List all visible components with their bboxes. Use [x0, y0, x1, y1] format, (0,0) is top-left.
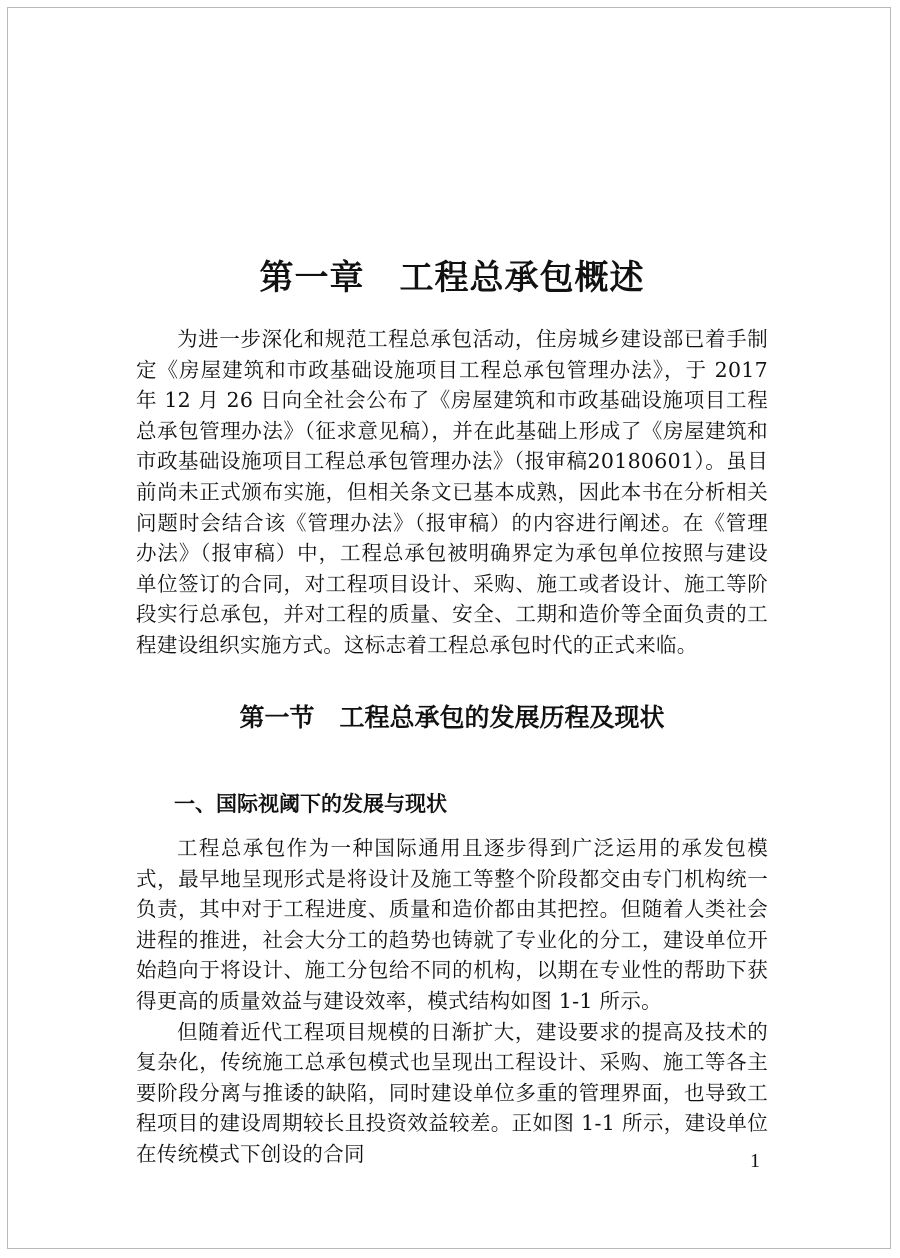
subsection-body: [136, 833, 768, 1170]
body-paragraph-1: 工程总承包作为一种国际通用且逐步得到广泛运用的承发包模式，最早地呈现形式是将设计及施工等整个阶段都交由专门机构统一负责，其中对于工程进度、质量和造价都由其把控。但随着人类社会进程的推进，社会大分工的趋势也铸就了专业化的分工，建设单位开始趋向于将设计、施工分包给不同的机构，以期在专业性的帮助下获得更高的质量效益与建设效率，模式结构如图 1-1 所示。: [136, 836, 768, 1013]
page-number: 1: [750, 1150, 760, 1172]
body-paragraph-2: 但随着近代工程项目规模的日渐扩大，建设要求的提高及技术的复杂化，传统施工总承包模式也呈现出工程设计、采购、施工等各主要阶段分离与推诿的缺陷，同时建设单位多重的管理界面，也导致工程项目的建设周期较长且投资效益较差。正如图 1-1 所示，建设单位在传统模式下创设的合同: [136, 1019, 768, 1166]
subsection-title: 一、国际视阈下的发展与现状: [174, 792, 447, 816]
section-title: 第一节 工程总承包的发展历程及现状: [239, 703, 665, 732]
chapter-intro: [136, 324, 768, 661]
chapter-title: 第一章 工程总承包概述: [259, 258, 645, 298]
intro-paragraph: 为进一步深化和规范工程总承包活动，住房城乡建设部已着手制定《房屋建筑和市政基础设施项目工程总承包管理办法》，于 2017 年 12 月 26 日向全社会公布了《房屋建筑和市政基础设施项目工程总承包管理办法》（征求意见稿），并在此基础上形成了《房屋建筑和市政基础设施项目工程总承包管理办法》（报审稿20180601）。虽目前尚未正式颁布实施，但相关条文已基本成熟，因此本书在分析相关问题时会结合该《管理办法》（报审稿）的内容进行阐述。在《管理办法》（报审稿）中，工程总承包被明确界定为承包单位按照与建设单位签订的合同，对工程项目设计、采购、施工或者设计、施工等阶段实行总承包，并对工程的质量、安全、工期和造价等全面负责的工程建设组织实施方式。这标志着工程总承包时代的正式来临。: [136, 327, 768, 657]
